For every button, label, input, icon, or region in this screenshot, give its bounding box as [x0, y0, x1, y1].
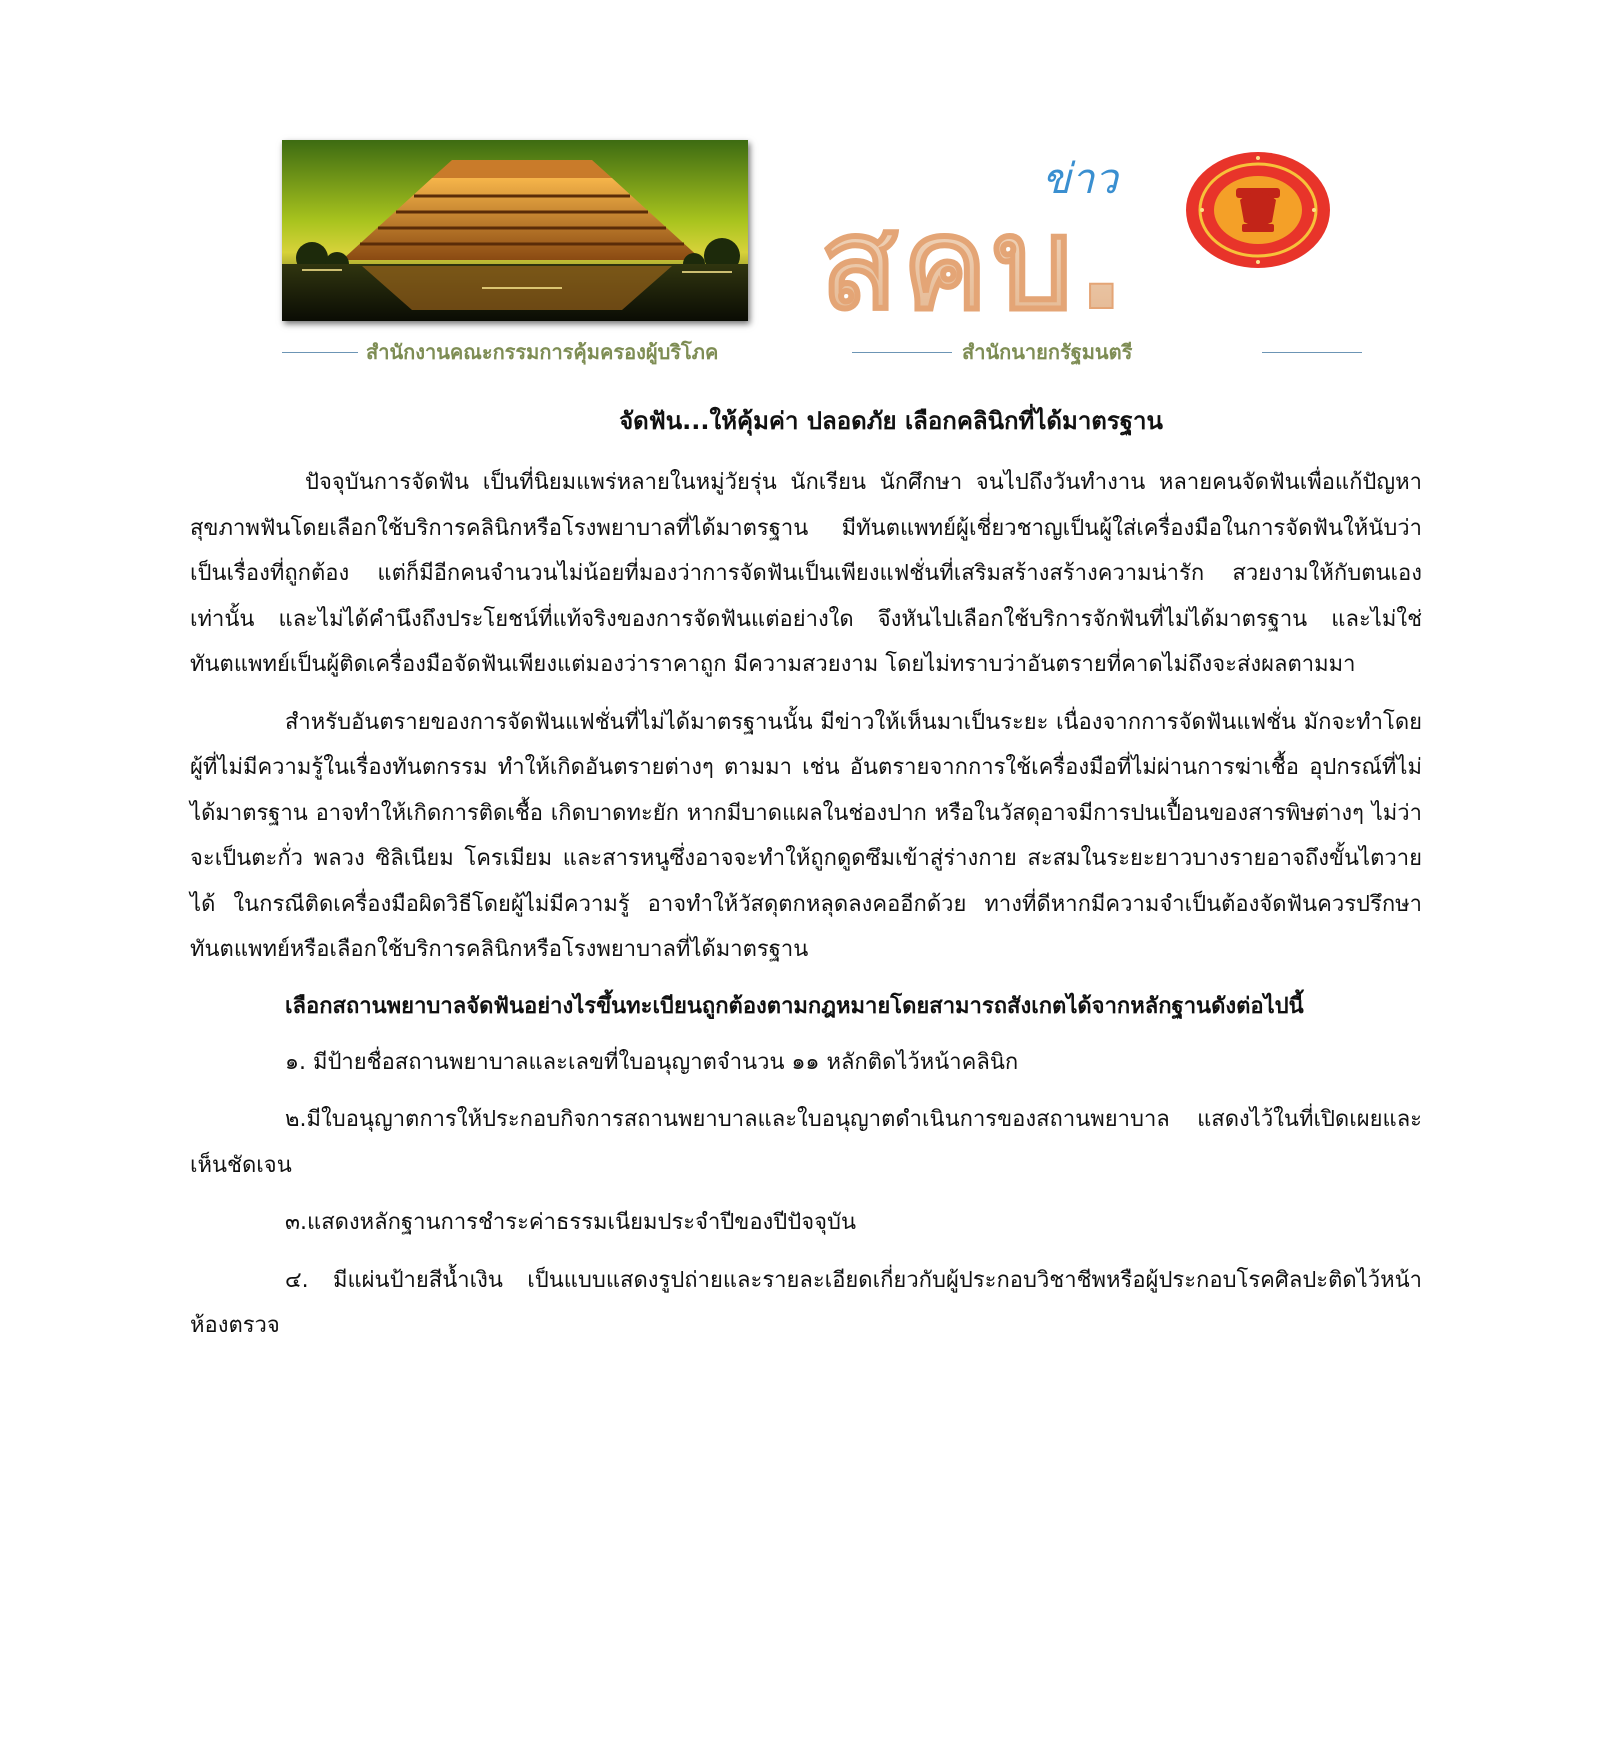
article-title: จัดฟัน...ให้คุ้มค่า ปลอดภัย เลือกคลินิกที่ได้มาตรฐาน	[619, 407, 1163, 435]
article-paragraph-intro: ปัจจุบันการจัดฟัน เป็นที่นิยมแพร่หลายในหมู่วัยรุ่น นักเรียน นักศึกษา จนไปถึงวันทำงาน หลายคนจัดฟันเพื่อแก้ปัญหาสุขภาพฟันโดยเลือกใช้บริการคลินิกหรือโรงพยาบาลที่ได้มาตรฐาน มีทันตแพทย์ผู้เชี่ยวชาญเป็นผู้ใส่เครื่องมือในการจัดฟันให้นับว่าเป็นเรื่องที่ถูกต้อง แต่ก็มีอีกคนจำนวนไม่น้อยที่มองว่าการจัดฟันเป็นเพียงแฟชั่นที่เสริมสร้างสร้างความน่ารัก สวยงามให้กับตนเองเท่านั้น และไม่ได้คำนึงถึงประโยชน์ที่แท้จริงของการจัดฟันแต่อย่างใด จึงหันไปเลือกใช้บริการจักฟันที่ไม่ได้มาตรฐาน และไม่ใช่ทันตแพทย์เป็นผู้ติดเครื่องมือจัดฟันเพียงแต่มองว่าราคาถูก มีความสวยงาม โดยไม่ทราบว่าอันตรายที่คาดไม่ถึงจะส่งผลตามมา	[190, 470, 1422, 677]
tagline-office-name: สำนักงานคณะกรรมการคุ้มครองผู้บริโภค	[366, 340, 719, 364]
article-paragraph-dangers: สำหรับอันตรายของการจัดฟันแฟชั่นที่ไม่ได้มาตรฐานนั้น มีข่าวให้เห็นมาเป็นระยะ เนื่องจากการจัดฟันแฟชั่น มักจะทำโดยผู้ที่ไม่มีความรู้ในเรื่องทันตกรรม ทำให้เกิดอันตรายต่างๆ ตามมา เช่น อันตรายจากการใช้เครื่องมือที่ไม่ผ่านการฆ่าเชื้อ อุปกรณ์ที่ไม่ได้มาตรฐาน อาจทำให้เกิดการติดเชื้อ เกิดบาดทะยัก หากมีบาดแผลในช่องปาก หรือในวัสดุอาจมีการปนเปื้อนของสารพิษต่างๆ ไม่ว่าจะเป็นตะกั่ว พลวง ซิลิเนียม โครเมียม และสารหนูซึ่งอาจจะทำให้ถูกดูดซึมเข้าสู่ร่างกาย สะสมในระยะยาวบางรายอาจถึงขั้นไตวายได้ ในกรณีติดเครื่องมือผิดวิธีโดยผู้ไม่มีความรู้ อาจทำให้วัสดุตกหลุดลงคออีกด้วย ทางที่ดีหากมีความจำเป็นต้องจัดฟันควรปรึกษาทันตแพทย์หรือเลือกใช้บริการคลินิกหรือโรงพยาบาลที่ได้มาตรฐาน	[190, 709, 1422, 962]
checklist-item: ๓.แสดงหลักฐานการชำระค่าธรรมเนียมประจำปีของปีปัจจุบัน	[285, 1210, 857, 1235]
news-word: ข่าว	[1042, 154, 1118, 203]
tagline-divider	[1262, 352, 1362, 353]
tagline-divider	[282, 352, 358, 353]
tagline-ministry-name: สำนักนายกรัฐมนตรี	[962, 340, 1133, 364]
brand-word-text: สคบ.	[820, 196, 1130, 326]
header-banner	[282, 140, 1362, 370]
brand-logo-word	[820, 196, 1180, 326]
office-seal-icon	[1184, 150, 1332, 270]
checklist-item: ๔. มีแผ่นป้ายสีน้ำเงิน เป็นแบบแสดงรูปถ่ายและรายละเอียดเกี่ยวกับผู้ประกอบวิชาชีพหรือผู้ประกอบโรคศิลปะติดไว้หน้าห้องตรวจ	[190, 1267, 1422, 1338]
banner-tagline	[282, 338, 1362, 368]
checklist-item: ๑. มีป้ายชื่อสถานพยาบาลและเลขที่ใบอนุญาตจำนวน ๑๑ หลักติดไว้หน้าคลินิก	[285, 1049, 1019, 1075]
checklist-item: ๒.มีใบอนุญาตการให้ประกอบกิจการสถานพยาบาลและใบอนุญาตดำเนินการของสถานพยาบาล แสดงไว้ในที่เปิดเผยและเห็นชัดเจน	[190, 1107, 1422, 1178]
article-subheading: เลือกสถานพยาบาลจัดฟันอย่างไรขึ้นทะเบียนถูกต้องตามกฎหมายโดยสามารถสังเกตได้จากหลักฐานดังต่อไปนี้	[285, 993, 1304, 1019]
article-body	[190, 400, 1422, 1361]
tagline-divider	[852, 352, 952, 353]
government-building-photo	[282, 140, 748, 321]
